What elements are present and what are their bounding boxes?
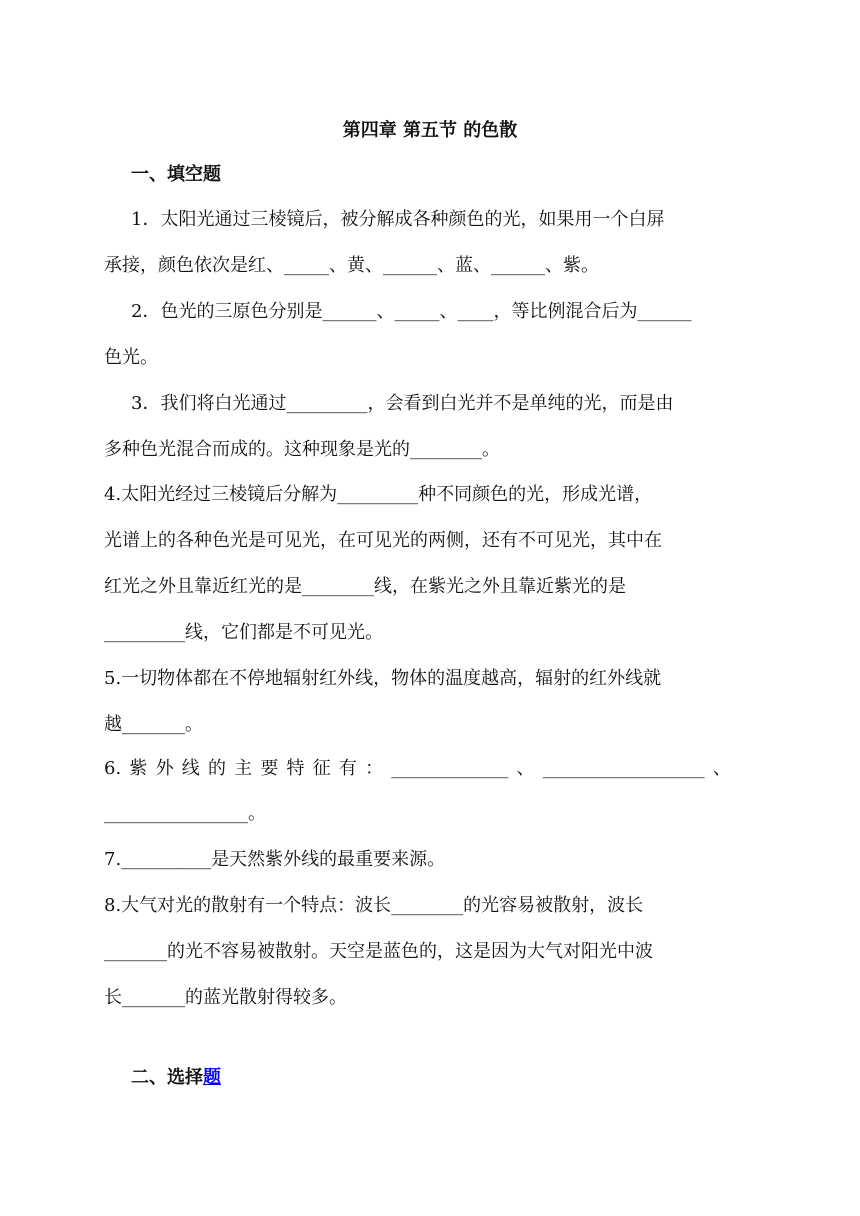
question-8-line-3: 长_______的蓝光散射得较多。 bbox=[104, 987, 347, 1008]
question-4-line-3: 红光之外且靠近红光的是________线，在紫光之外且靠近紫光的是 bbox=[104, 576, 626, 597]
q6-part: 、 bbox=[516, 758, 535, 779]
question-8-line-2: _______的光不容易被散射。天空是蓝色的，这是因为大气对阳光中波 bbox=[104, 941, 653, 962]
question-6-line-1 bbox=[104, 756, 731, 782]
question-2-line-1: 2．色光的三原色分别是______、_____、____，等比例混合后为______ bbox=[131, 301, 692, 322]
q6-blank: __________________ bbox=[542, 758, 705, 779]
question-7-line: 7.__________是天然紫外线的最重要来源。 bbox=[104, 849, 446, 870]
q6-part: 外 bbox=[155, 758, 174, 779]
q6-part: 有 bbox=[338, 758, 357, 779]
question-8-line-1: 8.大气对光的散射有一个特点：波长________的光容易被散射，波长 bbox=[104, 895, 644, 916]
question-1-line-2: 承接，颜色依次是红、_____、黄、______、蓝、______、紫。 bbox=[104, 255, 599, 276]
question-1-line-1: 1．太阳光通过三棱镜后，被分解成各种颜色的光，如果用一个白屏 bbox=[131, 209, 665, 230]
question-5-line-2: 越_______。 bbox=[104, 714, 203, 735]
question-2-line-2: 色光。 bbox=[104, 347, 158, 368]
page-title: 第四章 第五节 的色散 bbox=[342, 120, 518, 141]
q6-part: 要 bbox=[260, 758, 279, 779]
q6-blank: _____________ bbox=[391, 758, 509, 779]
q6-part: 线 bbox=[181, 758, 200, 779]
q6-part: 特 bbox=[286, 758, 305, 779]
question-5-line-1: 5.一切物体都在不停地辐射红外线，物体的温度越高，辐射的红外线就 bbox=[104, 668, 662, 689]
section-heading-choice bbox=[131, 1063, 221, 1089]
question-3-line-2: 多种色光混合而成的。这种现象是光的________。 bbox=[104, 439, 500, 460]
q6-part: 6. bbox=[104, 758, 122, 779]
section-heading-choice-text: 二、选择 bbox=[131, 1067, 203, 1088]
section-heading-choice-link[interactable]: 题 bbox=[203, 1067, 221, 1088]
question-6-line-2: ________________。 bbox=[104, 803, 266, 824]
section-heading-fill-blank: 一、填空题 bbox=[131, 164, 221, 185]
question-4-line-4: _________线，它们都是不可见光。 bbox=[104, 622, 383, 643]
q6-part: 紫 bbox=[129, 758, 148, 779]
q6-part: ： bbox=[365, 758, 384, 779]
question-3-line-1: 3．我们将白光通过_________，会看到白光并不是单纯的光，而是由 bbox=[131, 393, 674, 414]
q6-part: 征 bbox=[312, 758, 331, 779]
q6-part: 、 bbox=[712, 758, 731, 779]
q6-part: 的 bbox=[207, 758, 226, 779]
question-4-line-1: 4.太阳光经过三棱镜后分解为_________种不同颜色的光，形成光谱， bbox=[104, 484, 653, 505]
question-4-line-2: 光谱上的各种色光是可见光，在可见光的两侧，还有不可见光，其中在 bbox=[104, 530, 662, 551]
q6-part: 主 bbox=[234, 758, 253, 779]
